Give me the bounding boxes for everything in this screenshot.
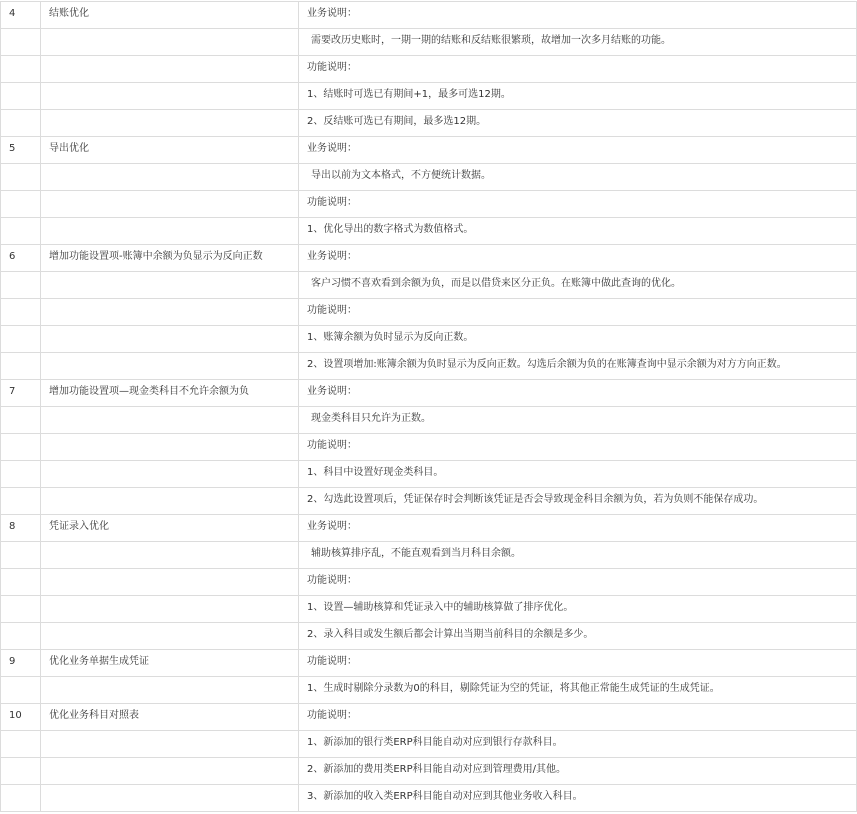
description-cell: 导出以前为文本格式，不方便统计数据。: [299, 164, 857, 191]
feature-title-cell: [41, 623, 299, 650]
row-number-cell: [1, 569, 41, 596]
table-row: [1, 461, 857, 488]
description-cell: 功能说明：: [299, 650, 857, 677]
description-cell: 业务说明：: [299, 137, 857, 164]
table-row: [1, 272, 857, 299]
description-cell: 1、科目中设置好现金类科目。: [299, 461, 857, 488]
row-number-cell: [1, 110, 41, 137]
description-cell: 1、新添加的银行类ERP科目能自动对应到银行存款科目。: [299, 731, 857, 758]
description-cell: 辅助核算排序乱，不能直观看到当月科目余额。: [299, 542, 857, 569]
table-row: [1, 110, 857, 137]
row-number-cell: 4: [1, 2, 41, 29]
row-number-cell: [1, 353, 41, 380]
feature-title-cell: [41, 407, 299, 434]
description-cell: 业务说明：: [299, 515, 857, 542]
row-number-cell: [1, 56, 41, 83]
description-cell: 2、录入科目或发生额后都会计算出当期当前科目的余额是多少。: [299, 623, 857, 650]
description-cell: 需要改历史账时，一期一期的结账和反结账很繁琐，故增加一次多月结账的功能。: [299, 29, 857, 56]
feature-title-cell: [41, 83, 299, 110]
table-row: [1, 2, 857, 29]
row-number-cell: [1, 488, 41, 515]
description-cell: 功能说明：: [299, 434, 857, 461]
description-cell: 2、勾选此设置项后，凭证保存时会判断该凭证是否会导致现金科目余额为负，若为负则不能保存成功。: [299, 488, 857, 515]
description-cell: 2、反结账可选已有期间，最多选12期。: [299, 110, 857, 137]
row-number-cell: 7: [1, 380, 41, 407]
feature-title-cell: 导出优化: [41, 137, 299, 164]
feature-title-cell: [41, 218, 299, 245]
feature-title-cell: [41, 272, 299, 299]
table-row: [1, 299, 857, 326]
description-cell: 1、结账时可选已有期间+1，最多可选12期。: [299, 83, 857, 110]
table-row: [1, 407, 857, 434]
table-row: [1, 758, 857, 785]
row-number-cell: 5: [1, 137, 41, 164]
description-cell: 功能说明：: [299, 56, 857, 83]
feature-title-cell: [41, 326, 299, 353]
description-cell: 2、新添加的费用类ERP科目能自动对应到管理费用/其他。: [299, 758, 857, 785]
release-notes-table: [0, 1, 857, 812]
feature-title-cell: [41, 434, 299, 461]
table-row: [1, 785, 857, 812]
table-row: [1, 731, 857, 758]
feature-title-cell: [41, 461, 299, 488]
row-number-cell: [1, 326, 41, 353]
description-cell: 功能说明：: [299, 191, 857, 218]
table-row: [1, 677, 857, 704]
description-cell: 客户习惯不喜欢看到余额为负，而是以借贷来区分正负。在账簿中做此查询的优化。: [299, 272, 857, 299]
feature-title-cell: [41, 164, 299, 191]
feature-title-cell: 增加功能设置项-账簿中余额为负显示为反向正数: [41, 245, 299, 272]
feature-title-cell: [41, 542, 299, 569]
row-number-cell: [1, 677, 41, 704]
description-cell: 功能说明：: [299, 299, 857, 326]
row-number-cell: [1, 83, 41, 110]
table-row: [1, 623, 857, 650]
feature-title-cell: 凭证录入优化: [41, 515, 299, 542]
description-cell: 3、新添加的收入类ERP科目能自动对应到其他业务收入科目。: [299, 785, 857, 812]
description-cell: 2、设置项增加:账簿余额为负时显示为反向正数。勾选后余额为负的在账簿查询中显示余额为对方方向正数。: [299, 353, 857, 380]
feature-title-cell: [41, 677, 299, 704]
description-cell: 功能说明：: [299, 569, 857, 596]
feature-title-cell: [41, 110, 299, 137]
row-number-cell: [1, 623, 41, 650]
description-cell: 现金类科目只允许为正数。: [299, 407, 857, 434]
table-row: [1, 596, 857, 623]
description-cell: 功能说明：: [299, 704, 857, 731]
row-number-cell: [1, 164, 41, 191]
feature-title-cell: [41, 731, 299, 758]
feature-title-cell: [41, 299, 299, 326]
row-number-cell: [1, 434, 41, 461]
table-row: [1, 542, 857, 569]
description-cell: 1、账簿余额为负时显示为反向正数。: [299, 326, 857, 353]
table-row: [1, 29, 857, 56]
table-row: [1, 218, 857, 245]
row-number-cell: [1, 461, 41, 488]
feature-title-cell: [41, 596, 299, 623]
table-row: [1, 245, 857, 272]
feature-title-cell: [41, 56, 299, 83]
row-number-cell: [1, 407, 41, 434]
feature-title-cell: 结账优化: [41, 2, 299, 29]
feature-title-cell: [41, 353, 299, 380]
row-number-cell: [1, 272, 41, 299]
table-row: [1, 191, 857, 218]
table-row: [1, 515, 857, 542]
table-row: [1, 650, 857, 677]
feature-title-cell: 优化业务科目对照表: [41, 704, 299, 731]
table-row: [1, 164, 857, 191]
table-row: [1, 434, 857, 461]
row-number-cell: [1, 596, 41, 623]
row-number-cell: 10: [1, 704, 41, 731]
row-number-cell: [1, 731, 41, 758]
feature-title-cell: 优化业务单据生成凭证: [41, 650, 299, 677]
description-cell: 业务说明：: [299, 2, 857, 29]
description-cell: 1、优化导出的数字格式为数值格式。: [299, 218, 857, 245]
row-number-cell: [1, 785, 41, 812]
row-number-cell: 9: [1, 650, 41, 677]
table-row: [1, 488, 857, 515]
feature-title-cell: [41, 569, 299, 596]
table-body: [1, 2, 857, 812]
row-number-cell: [1, 29, 41, 56]
row-number-cell: [1, 299, 41, 326]
feature-title-cell: [41, 758, 299, 785]
description-cell: 1、设置—辅助核算和凭证录入中的辅助核算做了排序优化。: [299, 596, 857, 623]
row-number-cell: 8: [1, 515, 41, 542]
table-row: [1, 326, 857, 353]
table-row: [1, 569, 857, 596]
description-cell: 业务说明：: [299, 380, 857, 407]
row-number-cell: 6: [1, 245, 41, 272]
feature-title-cell: [41, 29, 299, 56]
description-cell: 1、生成时剔除分录数为0的科目，剔除凭证为空的凭证，将其他正常能生成凭证的生成凭证。: [299, 677, 857, 704]
feature-title-cell: [41, 488, 299, 515]
row-number-cell: [1, 758, 41, 785]
table-row: [1, 83, 857, 110]
table-row: [1, 137, 857, 164]
row-number-cell: [1, 218, 41, 245]
feature-title-cell: [41, 785, 299, 812]
description-cell: 业务说明：: [299, 245, 857, 272]
feature-title-cell: 增加功能设置项—现金类科目不允许余额为负: [41, 380, 299, 407]
table-row: [1, 704, 857, 731]
row-number-cell: [1, 191, 41, 218]
table-row: [1, 380, 857, 407]
row-number-cell: [1, 542, 41, 569]
table-row: [1, 353, 857, 380]
feature-title-cell: [41, 191, 299, 218]
table-row: [1, 56, 857, 83]
